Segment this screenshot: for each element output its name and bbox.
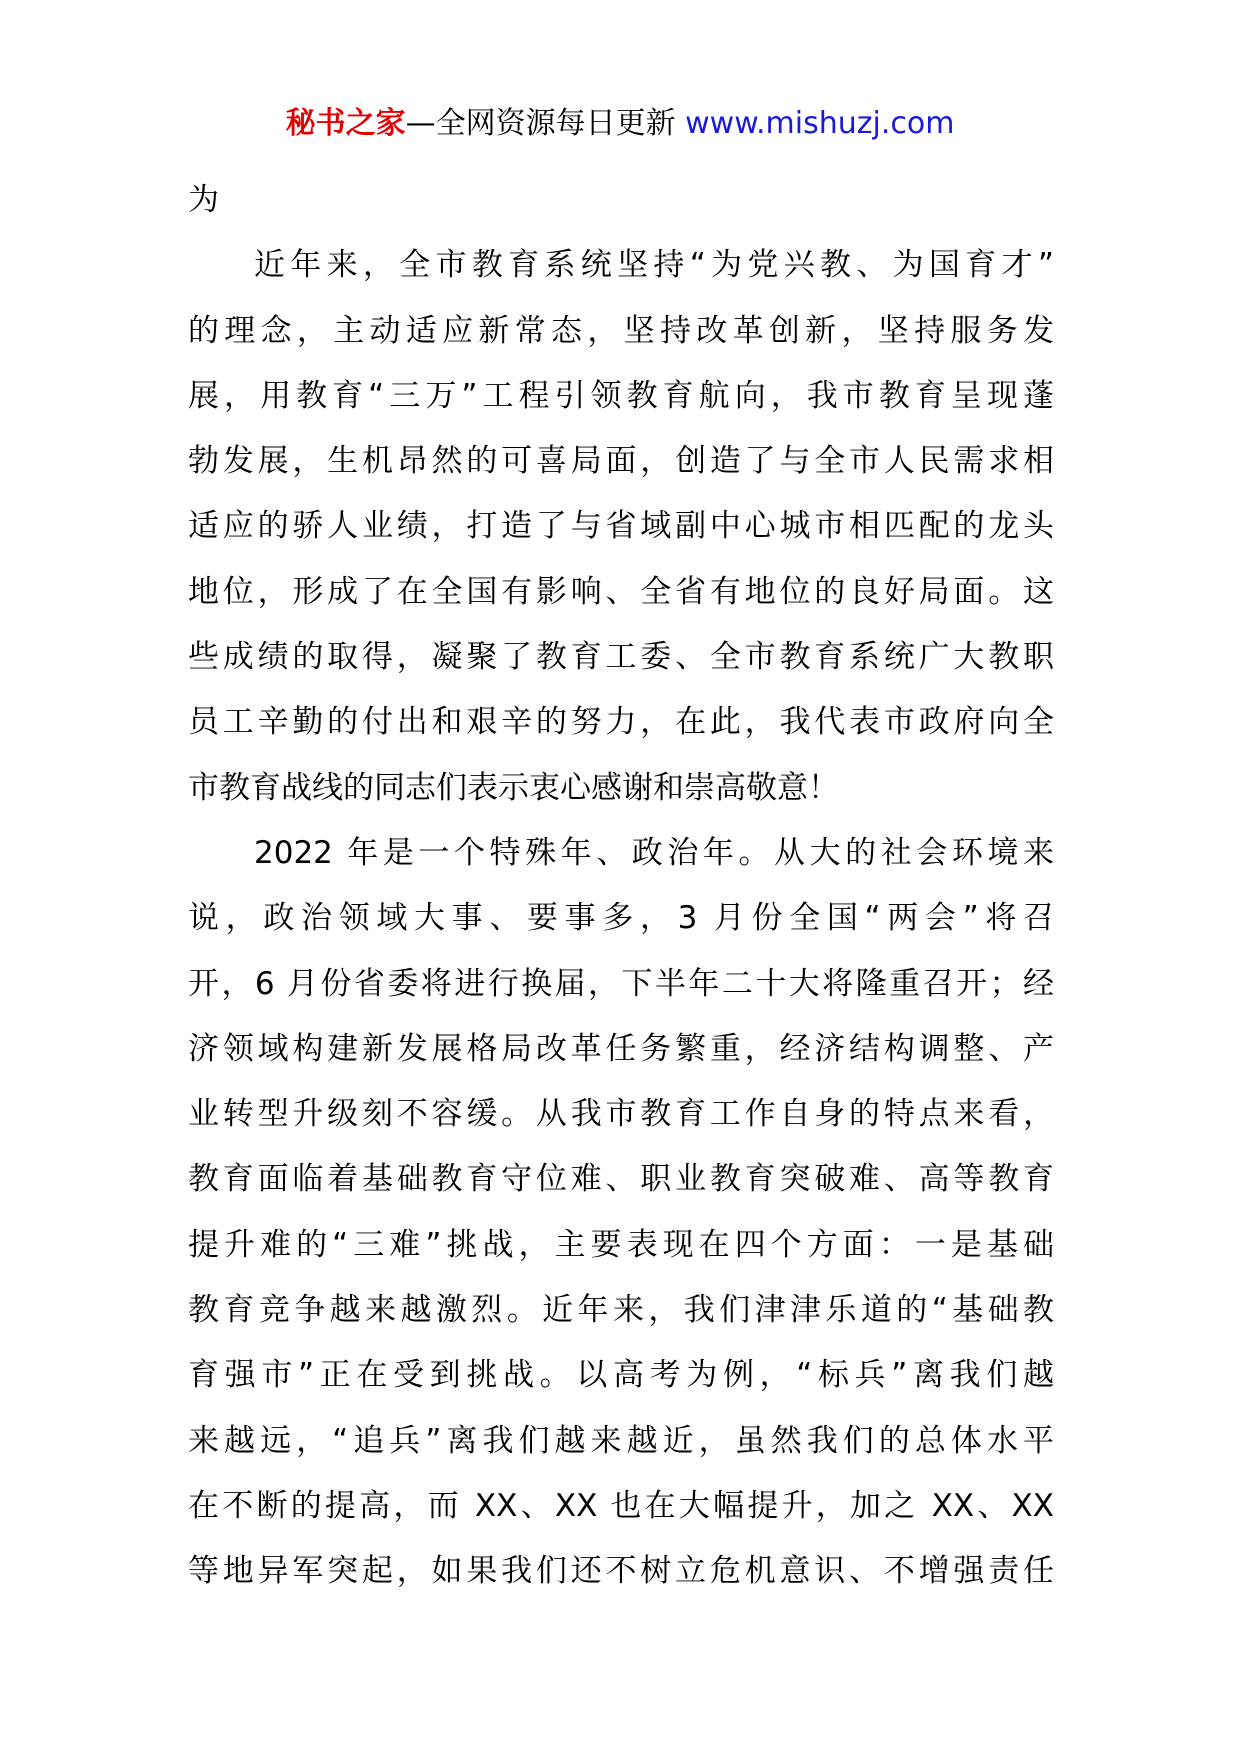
text-line: 适应的骄人业绩，打造了与省域副中心城市相匹配的龙头 <box>188 508 1054 545</box>
text-line: 些成绩的取得，凝聚了教育工委、全市教育系统广大教职 <box>188 639 1054 676</box>
text-line: 勃发展，生机昂然的可喜局面，创造了与全市人民需求相 <box>188 443 1054 480</box>
paragraph-end-line: 市教育战线的同志们表示衷心感谢和崇高敬意！ <box>188 769 839 806</box>
text-line: 等地异军突起，如果我们还不树立危机意识、不增强责任 <box>188 1553 1054 1590</box>
text-line: 育强市”正在受到挑战。以高考为例，“标兵”离我们越 <box>188 1357 1054 1394</box>
text-line: 员工辛勤的付出和艰辛的努力，在此，我代表市政府向全 <box>188 704 1054 741</box>
text-line: 开，6 月份省委将进行换届，下半年二十大将隆重召开；经 <box>188 965 1054 1002</box>
header-url-link[interactable]: www.mishuzj.com <box>685 106 955 141</box>
text-line: 济领域构建新发展格局改革任务繁重，经济结构调整、产 <box>188 1030 1054 1067</box>
text-line: 为 <box>188 182 219 218</box>
paragraph-start-line: 2022 年是一个特殊年、政治年。从大的社会环境来 <box>254 834 1054 871</box>
text-line: 教育竞争越来越激烈。近年来，我们津津乐道的“基础教 <box>188 1292 1054 1329</box>
header-brand: 秘书之家 <box>285 106 406 141</box>
text-line: 在不断的提高，而 XX、XX 也在大幅提升，加之 XX、XX <box>188 1487 1054 1524</box>
page-header <box>0 104 1240 144</box>
document-body <box>188 168 1054 1605</box>
text-line: 来越远，“追兵”离我们越来越近，虽然我们的总体水平 <box>188 1422 1054 1459</box>
text-line: 展，用教育“三万”工程引领教育航向，我市教育呈现蓬 <box>188 377 1054 414</box>
text-line: 教育面临着基础教育守位难、职业教育突破难、高等教育 <box>188 1161 1054 1198</box>
text-line: 提升难的“三难”挑战，主要表现在四个方面：一是基础 <box>188 1226 1054 1263</box>
paragraph-start-line: 近年来，全市教育系统坚持“为党兴教、为国育才” <box>254 247 1054 284</box>
text-line: 业转型升级刻不容缓。从我市教育工作自身的特点来看， <box>188 1096 1054 1133</box>
header-slogan: —全网资源每日更新 <box>405 106 676 141</box>
text-line: 说，政治领域大事、要事多，3 月份全国“两会”将召 <box>188 900 1054 937</box>
text-line: 的理念，主动适应新常态，坚持改革创新，坚持服务发 <box>188 312 1054 349</box>
text-line: 地位，形成了在全国有影响、全省有地位的良好局面。这 <box>188 573 1054 610</box>
